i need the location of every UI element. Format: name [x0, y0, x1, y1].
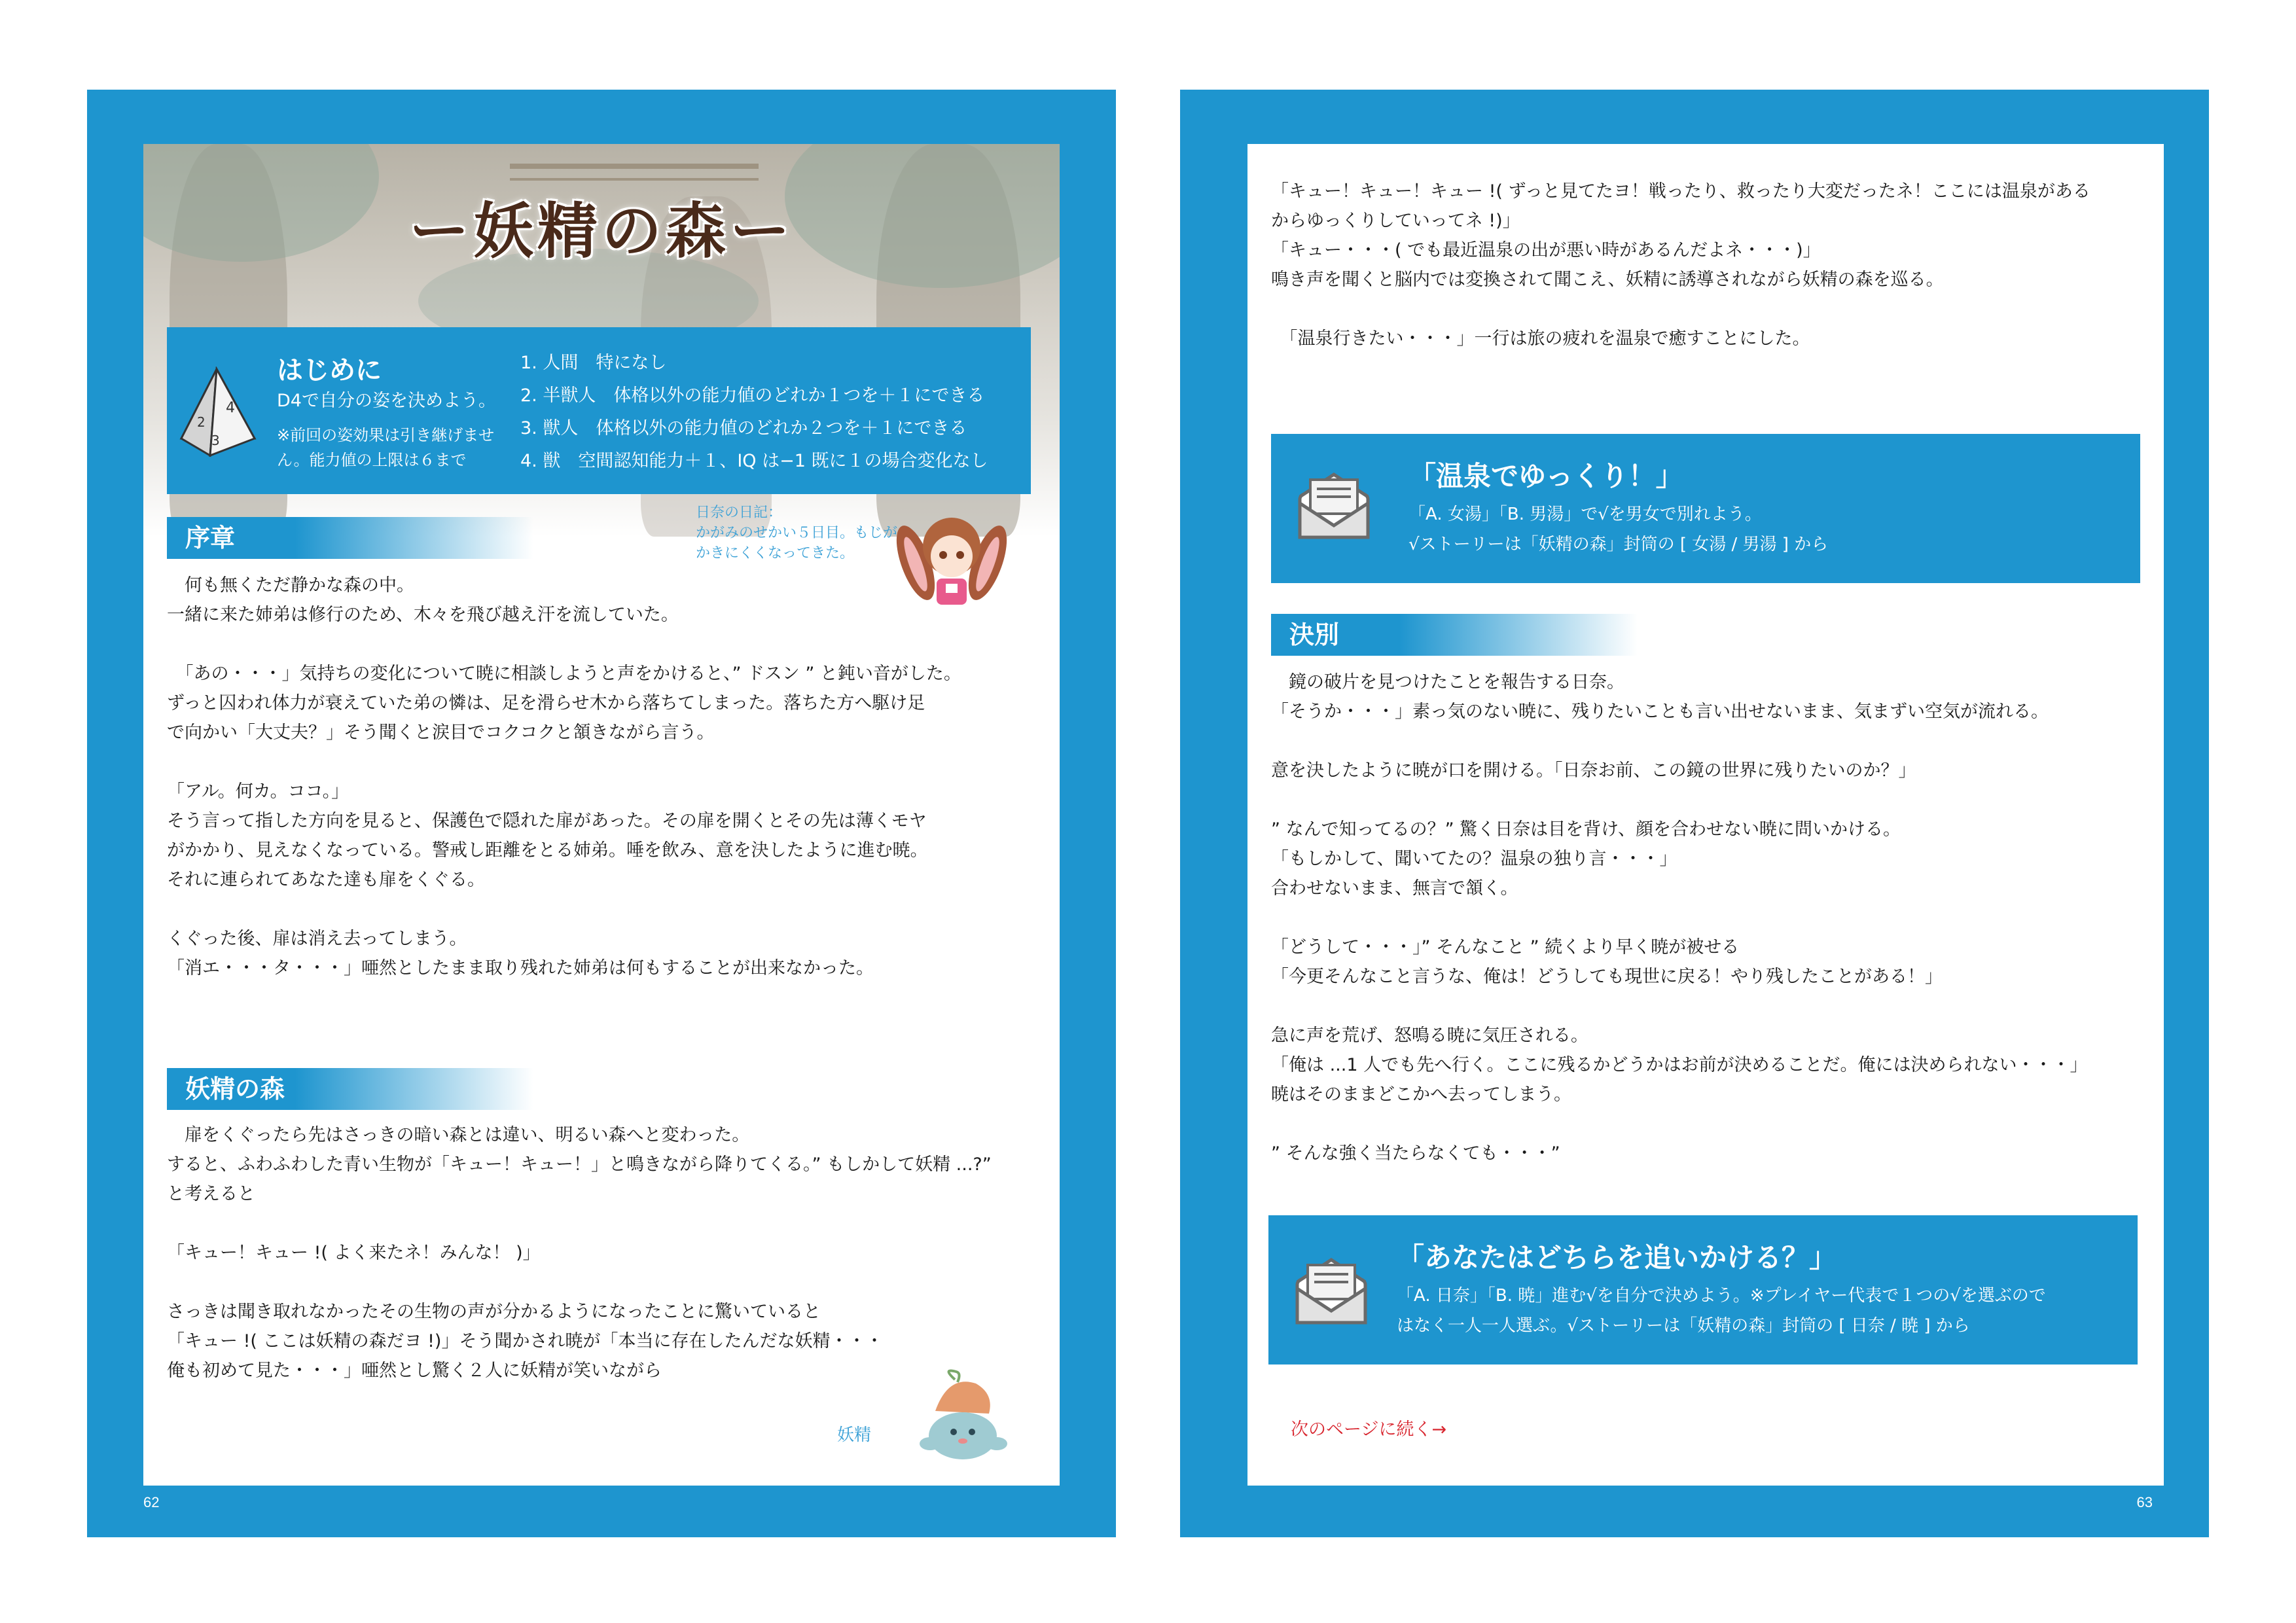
svg-text:2: 2: [197, 414, 206, 430]
d4-dice-icon: [177, 366, 257, 458]
form-option: 3. 獣人 体格以外の能力値のどれか２つを＋１にできる: [520, 418, 967, 438]
left-page: [87, 90, 1116, 1537]
intro-box: [167, 327, 1031, 494]
section-heading-fairy-forest: 妖精の森: [167, 1068, 533, 1110]
svg-text:4: 4: [226, 400, 235, 416]
envelope-icon: [1293, 1256, 1369, 1327]
intro-lead: D4で自分の姿を決めよう。: [277, 391, 496, 411]
page-number: 62: [143, 1494, 160, 1510]
diary-note: 日奈の日記： かがみのせかい５日目。もじがかきにくくなってきた。: [696, 505, 898, 562]
svg-text:3: 3: [211, 433, 220, 448]
form-options-list: [520, 347, 988, 478]
section-heading-parting: 決別: [1271, 614, 1638, 656]
choice-text: 「A. 日奈」「B. 暁」進む√を自分で決めよう。※プレイヤー代表で１つの√を選ぶので はなく一人一人選ぶ。√ストーリーは「妖精の森」封筒の [ 日奈 / 暁 ] から: [1397, 1286, 2046, 1336]
page-title: ー妖精の森ー: [408, 196, 794, 266]
left-page-content: [143, 144, 1060, 1486]
page-number: 63: [2136, 1494, 2153, 1510]
choice-text: 「A. 女湯」「B. 男湯」で√を男女で別れよう。 √ストーリーは「妖精の森」封筒の [ 女湯 / 男湯 ] から: [1408, 505, 1829, 554]
intro-heading: はじめに: [277, 355, 382, 385]
opening-text: 「キュー！キュー！キュー !( ずっと見てたヨ！戦ったり、救ったり大変だったネ！ここには温泉がある からゆっくりしていってネ !)」 「キュー・・・( でも最近温泉の出が悪い時があるんだよネ・・・)」 鳴き声を聞くと脳内では変換されて聞こえ、妖精に誘導されながら妖精の森を巡る。 「温泉行きたい・・・」一行は旅の疲れを温泉で癒すことにした。: [1271, 181, 2090, 349]
right-page-content: [1247, 144, 2164, 1486]
right-page: [1180, 90, 2209, 1537]
choice-box-onsen: [1271, 434, 2140, 583]
choice-heading: 「温泉でゆっくり！」: [1408, 460, 1683, 492]
fairy-caption: 妖精: [837, 1425, 872, 1445]
form-option: 1. 人間 特になし: [520, 353, 667, 373]
choice-box-follow: [1268, 1215, 2138, 1364]
fairy-forest-text: 扉をくぐったら先はさっきの暗い森とは違い、明るい森へと変わった。 すると、ふわふわした青い生物が「キュー！キュー！」と鳴きながら降りてくる。” もしかして妖精 ...?” と考えると 「キュー！キュー !( よく来たネ！みんな！ )」 さっきは聞き取れなかったその生物の声が分かるようになったことに驚いていると 「キュー !( ここは妖精の森だヨ !)」そう聞かされ暁が「本当に存在したんだな妖精・・・ 俺も初めて見た・・・」唖然とし驚く２人に妖精が笑いながら: [167, 1125, 992, 1381]
form-option: 4. 獣 空間認知能力＋１、IQ は−1 既に１の場合変化なし: [520, 451, 988, 471]
envelope-icon: [1296, 471, 1372, 541]
choice-heading: 「あなたはどちらを追いかける？」: [1397, 1241, 1837, 1274]
intro-note: ※前回の姿効果は引き継げません。能力値の上限は６まで: [277, 426, 495, 469]
next-page-link[interactable]: 次のページに続く→: [1291, 1419, 1447, 1440]
fairy-illustration: [916, 1368, 1014, 1466]
section-heading-prologue: 序章: [167, 517, 533, 559]
form-option: 2. 半獣人 体格以外の能力値のどれか１つを＋１にできる: [520, 385, 985, 406]
prologue-text: 何も無くただ静かな森の中。 一緒に来た姉弟は修行のため、木々を飛び越え汗を流していた。 「あの・・・」気持ちの変化について暁に相談しようと声をかけると、” ドスン ” と鈍い音がした。 ずっと囚われ体力が衰えていた弟の憐は、足を滑らせ木から落ちてしまった。落ちた方へ駆け足 で向かい「大丈夫？」そう聞くと涙目でコクコクと頷きながら言う。 「アル。何カ。ココ。」 そう言って指した方向を見ると、保護色で隠れた扉があった。その扉を開くとその先は薄くモヤ がかかり、見えなくなっている。警戒し距離をとる姉弟。唾を飲み、意を決したように進む暁。 それに連られてあなた達も扉をくぐる。 くぐった後、扉は消え去ってしまう。 「消エ・・・タ・・・」唖然としたまま取り残れた姉弟は何もすることが出来なかった。: [167, 575, 961, 978]
parting-text: 鏡の破片を見つけたことを報告する日奈。 「そうか・・・」素っ気のない暁に、残りたいことも言い出せないまま、気まずい空気が流れる。 意を決したように暁が口を開ける。「日奈お前、この鏡の世界に残りたいのか？」 ” なんで知ってるの？” 驚く日奈は目を背け、顔を合わせない暁に問いかける。 「もしかして、聞いてたの？温泉の独り言・・・」 合わせないまま、無言で頷く。 「どうして・・・」” そんなこと ” 続くより早く暁が被せる 「今更そんなこと言うな、俺は！どうしても現世に戻る！やり残したことがある！」 急に声を荒げ、怒鳴る暁に気圧される。 「俺は ...1 人でも先へ行く。ここに残るかどうかはお前が決めることだ。俺には決められない・・・」 暁はそのままどこかへ去ってしまう。 ” そんな強く当たらなくても・・・”: [1271, 672, 2088, 1164]
